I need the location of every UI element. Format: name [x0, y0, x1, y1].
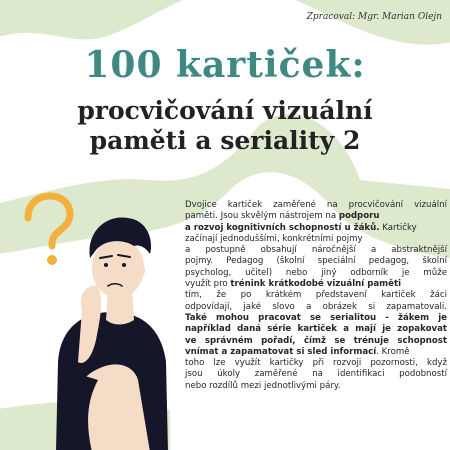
question-mark-icon [28, 196, 70, 265]
description-emphasis: ve správném pořadí, čímž se trénuje schopnost [185, 335, 447, 346]
description-line: nebo rozdílů mezi jednotlivými páry. [185, 380, 341, 391]
description-emphasis: trénink krátkodobé vizuální paměti [230, 279, 402, 290]
wave-top-right [270, 0, 450, 45]
description-line: pojmy. Pedagog (školní speciální pedagog, školní [185, 256, 447, 267]
description-emphasis: například daná série kartiček a mají je zopakovat [185, 324, 447, 335]
description-line: Dvojice kartiček zaměřené na procvičování vizuální [185, 200, 447, 210]
description-line: tím, že po krátkém představení kartiček žáci [185, 290, 447, 301]
description-line: využít pro trénink krátkodobé vizuální paměti [185, 279, 402, 290]
description-line: vnímat a zapamatovat si sled informací. Kromě [185, 346, 410, 357]
description-line: paměti. Jsou skvělým nástrojem na podporu [185, 211, 380, 222]
description-line: a postupně obsahují náročnější a abstraktnější [185, 245, 447, 256]
description [185, 200, 447, 392]
description-emphasis: vnímat a zapamatovat si sled informací [185, 346, 377, 357]
description-line: toho lze využít kartičky při rozvoji pozornosti, když [185, 358, 447, 369]
author-credit: Zpracoval: Mgr. Marian Olejn [306, 12, 442, 22]
page-subtitle-line-2: paměti a seriality 2 [89, 126, 361, 155]
description-line: jsou úkoly zaměřené na identifikaci podobností [185, 369, 447, 380]
description-line: začínají jednoduššími, konkrétními pojmy [185, 233, 363, 244]
description-line: psycholog, učitel) nebo jiný odborník je může [185, 267, 447, 278]
page-title: 100 kartiček: [84, 44, 366, 86]
description-emphasis: a rozvoj kognitivních schopností u žáků. [185, 222, 380, 233]
thinking-man-icon [0, 190, 180, 450]
description-line: a rozvoj kognitivních schopností u žáků. Kartičky [185, 222, 417, 233]
page-subtitle-line-1: procvičování vizuální [77, 96, 373, 125]
wave-top-left [0, 0, 215, 40]
description-emphasis: podporu [338, 211, 380, 222]
description-line: odpovídají, jaké slovo a obrázek si zapamatovali. [185, 301, 447, 312]
description-emphasis: Také mohou pracovat se serialitou - žákem je [185, 312, 447, 323]
